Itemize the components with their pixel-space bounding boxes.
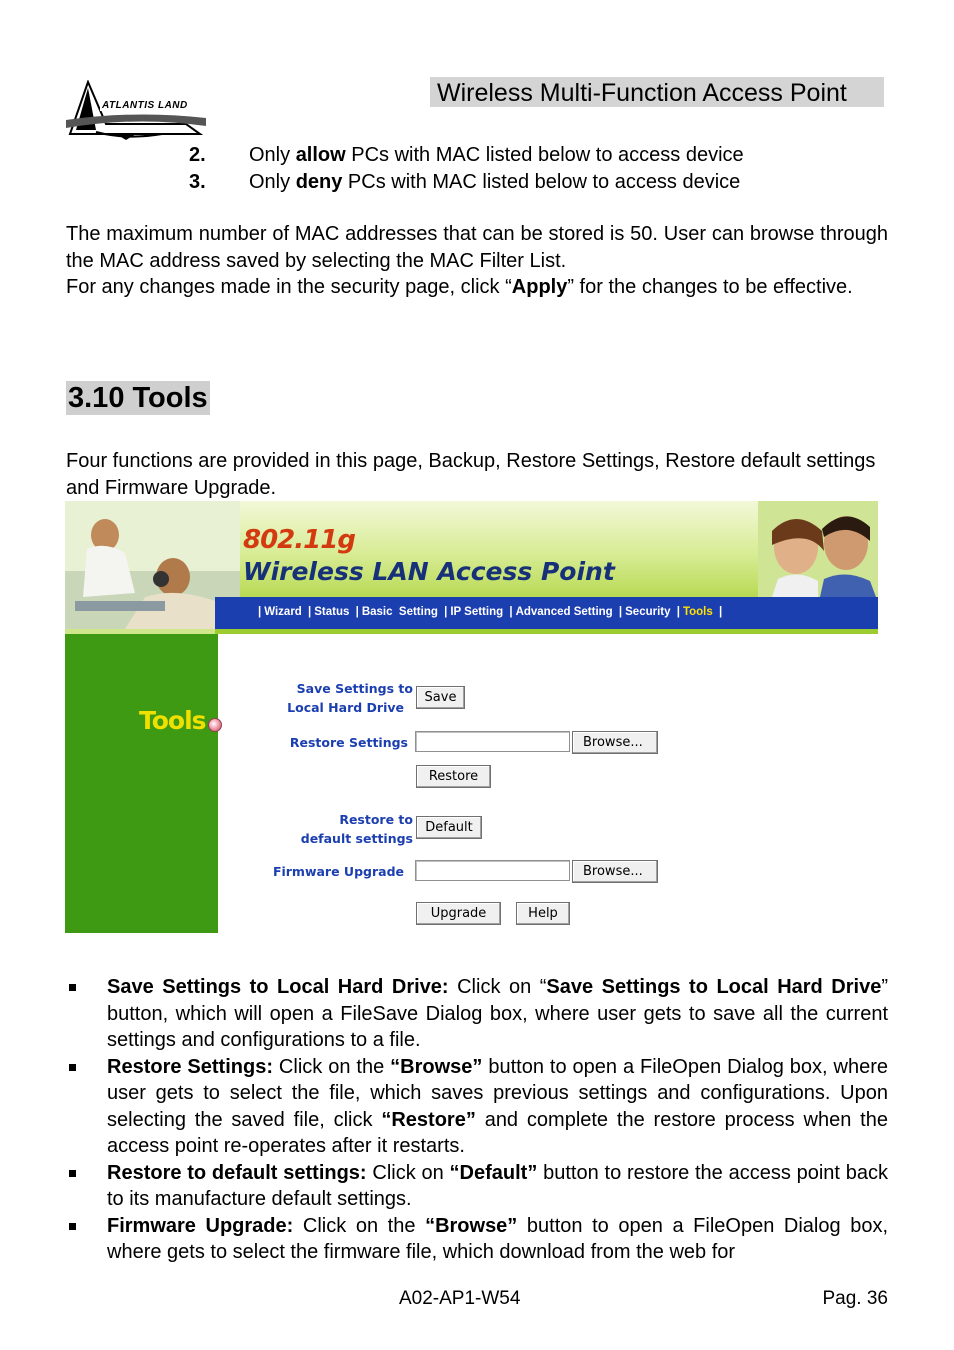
restore-default-label <box>301 810 413 848</box>
mac-limit-paragraph: The maximum number of MAC addresses that can be stored is 50. User can browse through the MAC address saved by selecting the MAC Filter List. <box>66 223 888 272</box>
label-line: Local Hard Drive <box>287 700 404 715</box>
save-button[interactable]: Save <box>416 686 465 709</box>
tools-bullet-list <box>66 974 888 1266</box>
bullet-bold: Save Settings to Local Hard Drive <box>546 976 882 998</box>
item-bold: deny <box>295 171 343 193</box>
bullet-text: Click on “ <box>448 976 547 998</box>
sidebar <box>65 634 218 933</box>
bullet-save-settings <box>66 974 888 1054</box>
item-number: 2. <box>189 144 206 166</box>
firmware-file-input[interactable] <box>415 860 570 881</box>
bullet-title: Save Settings to Local Hard Drive: <box>107 976 449 998</box>
firmware-browse-button[interactable]: Browse... <box>572 860 658 883</box>
restore-file-input[interactable] <box>415 731 570 752</box>
bullet-restore-settings <box>66 1054 888 1160</box>
bullet-text: Click on the <box>272 1055 391 1078</box>
footer-doc-code: A02-AP1-W54 <box>399 1288 521 1309</box>
item-bold: allow <box>295 144 346 166</box>
bullet-bold: “Browse” <box>390 1055 483 1078</box>
atlantis-logo <box>66 80 206 140</box>
nav-ip-setting[interactable]: IP Setting <box>450 606 504 618</box>
bullet-title: Restore Settings: <box>107 1055 273 1078</box>
bullet-title: Restore to default settings: <box>107 1161 367 1184</box>
upgrade-button[interactable]: Upgrade <box>416 902 501 925</box>
brand-title: Wireless LAN Access Point <box>243 557 615 586</box>
nav-security[interactable]: Security <box>625 606 671 618</box>
item-number: 3. <box>189 171 206 193</box>
bullet-text: Click on the <box>293 1214 426 1237</box>
item-text: Only <box>249 144 296 166</box>
section-title: 3.10 Tools <box>68 382 208 414</box>
top-nav: | Wizard | Status | Basic Setting | IP Setting | Advanced Setting | Security | Tools | <box>215 597 878 629</box>
numbered-item-3 <box>189 169 740 195</box>
intro-paragraph: Four functions are provided in this page, Backup, Restore Settings, Restore default settings and Firmware Upgrade. <box>66 450 876 499</box>
label-line: default settings <box>300 831 413 846</box>
nav-advanced-setting[interactable]: Advanced Setting <box>515 606 613 618</box>
bullet-bold: “Default” <box>449 1161 538 1184</box>
bullet-title: Firmware Upgrade: <box>107 1214 294 1237</box>
help-button[interactable]: Help <box>516 902 570 925</box>
brand-model: 802.11g <box>243 525 355 555</box>
bullet-text: button to open a FileOpen Dialog box, where user gets to select the file, which saves previous settings and configurations. Upon selecting the saved file, click <box>107 1055 889 1131</box>
nav-status[interactable]: Status <box>314 606 350 618</box>
header-title: Wireless Multi-Function Access Point <box>430 77 884 107</box>
save-settings-label <box>287 679 413 717</box>
logo-text: ATLANTIS LAND <box>102 100 188 111</box>
nav-wizard[interactable]: Wizard <box>264 606 302 618</box>
bullet-text: and complete the restore process when the access point re-operates after it restarts. <box>107 1108 888 1157</box>
banner-photo-left <box>65 501 240 629</box>
default-button[interactable]: Default <box>416 816 482 839</box>
bullet-text: Click on <box>366 1161 450 1184</box>
bullet-bold: “Browse” <box>425 1214 518 1237</box>
label-line: Restore to <box>339 812 413 827</box>
bullet-restore-default <box>66 1160 888 1213</box>
bullet-dot-icon <box>208 718 222 732</box>
item-text: PCs with MAC listed below to access device <box>342 171 741 193</box>
apply-bold: Apply <box>511 276 568 298</box>
restore-button[interactable]: Restore <box>416 765 491 788</box>
nav-underline <box>215 629 878 634</box>
bullet-text: button to open a FileOpen Dialog box, where gets to select the firmware file, which download from the web for <box>107 1214 889 1263</box>
nav-basic-setting[interactable]: Basic Setting <box>361 606 438 618</box>
para-text: For any changes made in the security page, click “ <box>66 276 512 298</box>
sidebar-title: Tools <box>139 706 206 735</box>
restore-settings-label: Restore Settings <box>289 735 408 750</box>
bullet-bold: “Restore” <box>381 1108 476 1131</box>
footer-page-number: Pag. 36 <box>822 1288 888 1309</box>
banner-photo-right <box>758 501 878 597</box>
restore-browse-button[interactable]: Browse... <box>572 731 658 754</box>
bullet-text: ” button, which will open a FileSave Dialog box, where user gets to save all the current settings and configurations to a file. <box>107 976 889 1051</box>
item-text: PCs with MAC listed below to access device <box>345 144 744 166</box>
bullet-text: button to restore the access point back to its manufacture default settings. <box>107 1161 889 1210</box>
numbered-item-2 <box>189 142 744 168</box>
para-text: ” for the changes to be effective. <box>567 276 853 298</box>
tools-page-screenshot <box>65 501 878 933</box>
bullet-firmware-upgrade <box>66 1213 888 1266</box>
label-line: Save Settings to <box>296 681 413 696</box>
apply-paragraph <box>66 274 888 301</box>
nav-tools[interactable]: Tools <box>682 606 713 618</box>
firmware-upgrade-label: Firmware Upgrade <box>272 864 404 879</box>
item-text: Only <box>249 171 296 193</box>
